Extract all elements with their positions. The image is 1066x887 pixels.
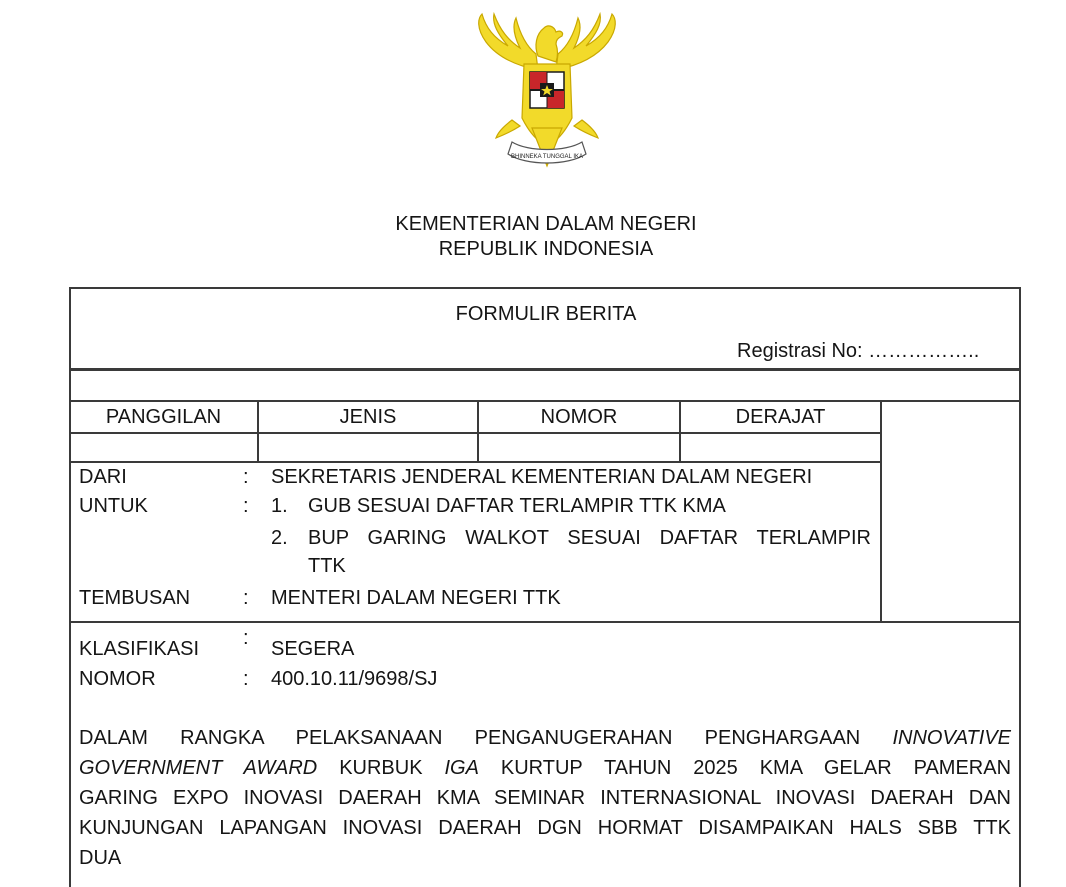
body-line-2-italic-iga: IGA: [444, 757, 479, 779]
untuk-item-1-num: 1.: [271, 495, 288, 517]
form-top-border: [69, 287, 1021, 289]
registration-value: ……………..: [868, 340, 980, 362]
col-header-nomor: NOMOR: [540, 406, 618, 428]
garuda-pancasila-emblem: [468, 8, 626, 176]
empty-row-divider: [69, 461, 882, 463]
untuk-label: UNTUK: [79, 495, 148, 517]
body-line-2: [79, 756, 1011, 780]
body-line-1-normal: DALAM RANGKA PELAKSANAAN PENGANUGERAHAN PENGHARGAAN: [79, 727, 861, 749]
tembusan-value: MENTERI DALAM NEGERI TTK: [271, 587, 561, 609]
dari-colon: :: [243, 466, 249, 488]
title-divider: [69, 368, 1021, 371]
klasifikasi-colon: :: [243, 627, 249, 649]
untuk-item-2-num: 2.: [271, 527, 288, 549]
untuk-item-2-text-line2: TTK: [308, 555, 346, 577]
nomor-colon: :: [243, 668, 249, 690]
col-header-jenis: JENIS: [339, 406, 397, 428]
emblem-shield: [530, 72, 564, 108]
address-section-divider: [69, 621, 1021, 623]
dari-value: SEKRETARIS JENDERAL KEMENTERIAN DALAM NEGERI: [271, 466, 813, 488]
ministry-name: KEMENTERIAN DALAM NEGERI: [395, 213, 697, 235]
nomor-value: 400.10.11/9698/SJ: [271, 668, 438, 690]
tembusan-label: TEMBUSAN: [79, 587, 191, 609]
untuk-item-1-text: GUB SESUAI DAFTAR TERLAMPIR TTK KMA: [308, 495, 726, 517]
form-right-border: [1019, 287, 1021, 887]
body-line-1: [79, 726, 1011, 750]
body-line-2-rest: KURTUP TAHUN 2025 KMA GELAR PAMERAN: [500, 757, 1012, 779]
untuk-colon: :: [243, 495, 249, 517]
body-line-2-italic: GOVERNMENT AWARD: [79, 757, 318, 779]
body-line-5: DUA: [79, 847, 122, 869]
col-header-panggilan: PANGGILAN: [105, 406, 222, 428]
body-line-3: GARING EXPO INOVASI DAERAH KMA SEMINAR INTERNASIONAL INOVASI DAERAH DAN: [79, 787, 1011, 809]
nomor-label: NOMOR: [79, 668, 156, 690]
body-line-4: KUNJUNGAN LAPANGAN INOVASI DAERAH DGN HORMAT DISAMPAIKAN HALS SBB TTK: [79, 817, 1011, 839]
col-header-derajat: DERAJAT: [735, 406, 826, 428]
registration-label: Registrasi No:: [737, 340, 863, 362]
country-name: REPUBLIK INDONESIA: [438, 238, 654, 260]
form-left-border: [69, 287, 71, 887]
tembusan-colon: :: [243, 587, 249, 609]
motto-text: BHINNEKA TUNGGAL IKA: [510, 154, 584, 160]
col-divider-4: [880, 400, 882, 622]
spacer-divider: [69, 400, 1021, 402]
dari-label: DARI: [79, 466, 127, 488]
form-title: FORMULIR BERITA: [455, 303, 637, 325]
registration-field: [737, 339, 979, 363]
header-row-divider: [69, 432, 882, 434]
klasifikasi-label: KLASIFIKASI: [79, 638, 200, 660]
klasifikasi-value: SEGERA: [271, 638, 355, 660]
untuk-item-2-text-line1: BUP GARING WALKOT SESUAI DAFTAR TERLAMPIR: [308, 527, 871, 549]
body-line-1-italic: INNOVATIVE: [892, 727, 1011, 749]
body-line-2-mid: KURBUK: [339, 757, 423, 779]
